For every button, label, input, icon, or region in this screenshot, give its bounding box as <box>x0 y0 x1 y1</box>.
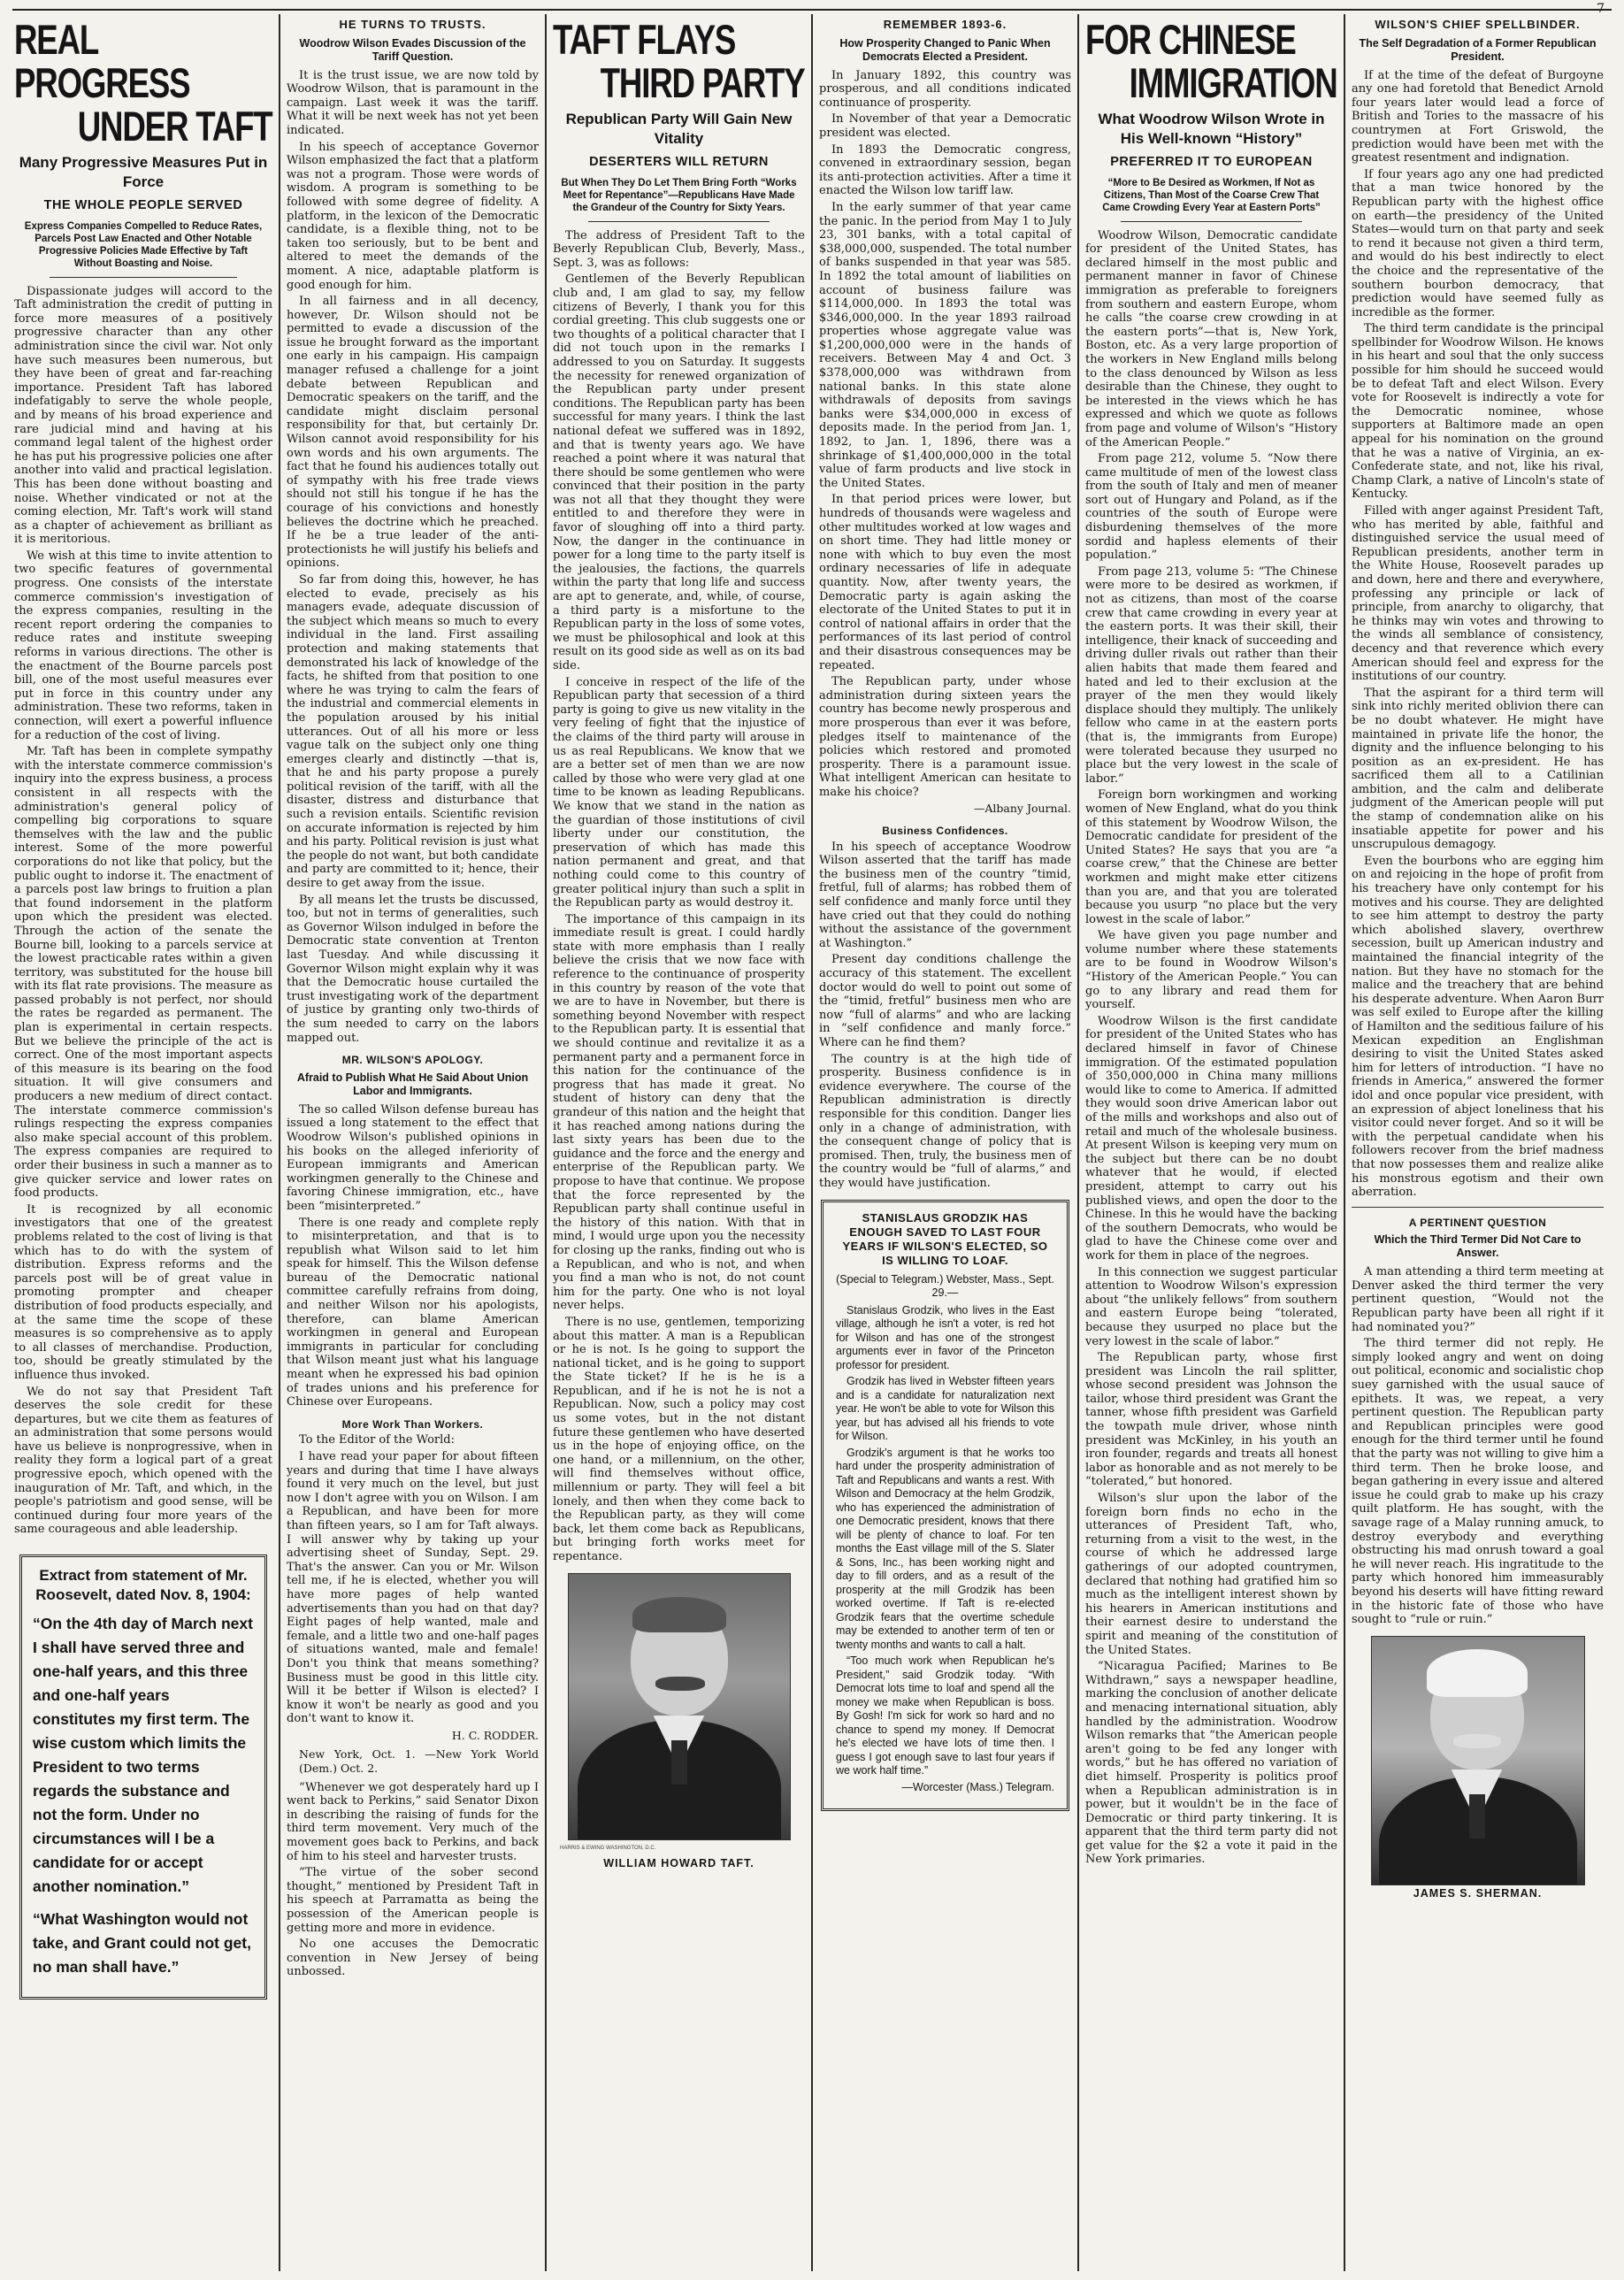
paragraph: Foreign born workingmen and working women of New England, what do you think of this statement by Woodrow Wilson, the Democratic candidate for president of the United States? He says that you are “a coarse crew,” that the Chinese are better workmen and might make etter citizens than you are, and that you are tolerated because you usurp “no place but the very lowest in the scale of labor.” <box>1085 788 1337 926</box>
paragraph: The address of President Taft to the Beverly Republican Club, Beverly, Mass., Sept. 3, was as follows: <box>553 228 805 270</box>
paragraph: In his speech of acceptance Governor Wilson emphasized the fact that a platform was not a program. Those were words of wisdom. A program is something to be followed with some degree of fidelity. A platform, in the lexicon of the Democratic candidate, is a flexible thing, not to be taken too seriously, but to be bent and altered to meet the demands of the moment. A nice, adaptable platform is good enough for him. <box>287 140 539 292</box>
paragraph: Wilson's slur upon the labor of the foreign born finds no echo in the utterances of President Taft, who, returning from a visit to the west, in the course of which he addressed large gatherings of our adopted countrymen, declared that nothing had gratified him so much as the intelligent interest shown by his hearers in American institutions and their earnest desire to understand the spirit and meaning of the constitution of the United States. <box>1085 1492 1337 1657</box>
roosevelt-quote-box <box>19 1555 267 2000</box>
column-4 <box>811 14 1077 2271</box>
deck: What Woodrow Wilson Wrote in His Well-known “History” <box>1098 111 1325 147</box>
paragraph: If four years ago any one had predicted that a man twice honored by the Republican party with the highest office on earth—the presidency of the United States—would turn on that party and seek to rend it because not given a third term, and would do his best indirectly to elect the choice and the representative of the southern bourbon democracy, that prediction would have seemed fully as incredible as the former. <box>1352 167 1604 319</box>
subhead: The Self Degradation of a Former Republican President. <box>1359 36 1597 63</box>
paragraph: It is the trust issue, we are now told by Woodrow Wilson, that is paramount in the campaign. Last week it was the tariff. What it will be next week has not yet been indicated. <box>287 68 539 137</box>
headline-line-1: TAFT FLAYS <box>553 16 736 63</box>
paragraph: In January 1892, this country was prosperous, and all conditions indicated continuance of prosperity. <box>819 68 1071 110</box>
paragraph: A man attending a third term meeting at Denver asked the third termer the very pertinent question, “Would not the Republican party have been all right if it had nominated you?” <box>1352 1265 1604 1334</box>
paragraph: In his speech of acceptance Woodrow Wilson asserted that the tariff has made the business men of the country “timid, fretful, full of alarms; has robbed them of self confidence and manly force until they have cried out that they could do nothing without the assistance of the government at Washington.” <box>819 840 1071 950</box>
paragraph: There is one ready and complete reply to misinterpretation, and that is to republish what Wilson said to let him speak for himself. This the Wilson defense bureau of the Democratic national committee carefully refrains from doing, and neither Wilson nor his apologists, therefore, can blame American workingmen in general and European immigrants in particular for concluding that Wilson meant just what his language meant when he expressed his bad opinion of trades unions and his preference for Chinese over Europeans. <box>287 1216 539 1409</box>
paragraph: Dispassionate judges will accord to the Taft administration the credit of putting in force more measures of a positively progressive character than any other administration since the civil war. Not only have such measures been numerous, but they have been of great and far-reaching importance. President Taft has labored indefatigably to serve the whole people, and by means of his broad experience and rare judicial mind and having at his command legal talent of the highest order he has put his progressive policies one after another into valid and practical legislation. This has been done without boasting and noise. Whether vindicated or not at the coming election, Mr. Taft's work will stand as a chapter of achievement as brilliant as it is meritorious. <box>14 284 272 547</box>
subheadline: PREFERRED IT TO EUROPEAN <box>1110 155 1313 169</box>
paragraph: If at the time of the defeat of Burgoyne any one had foretold that Benedict Arnold four years later would lead a force of British and Tories to the massacre of his countrymen at Fort Griswold, the prediction would have been met with the greatest resentment and indignation. <box>1352 68 1604 165</box>
section-head: MR. WILSON'S APOLOGY. <box>341 1054 484 1067</box>
box-paragraph: “Too much work when Republican he's President,” said Grodzik today. “With Democrat lots time to loaf and spend all the money we make when Republican is boss. By Gosh! I'm sick for work so hard and no chance to spend my money. If Democrat he's elected we have lots of time then. I guess I got enough save to last four years if we work half time.” <box>836 1654 1054 1777</box>
subhead: How Prosperity Changed to Panic When Democrats Elected a President. <box>839 36 1051 63</box>
source: —Albany Journal. <box>973 802 1071 816</box>
section-head: Business Confidences. <box>882 825 1008 838</box>
column-5 <box>1077 14 1344 2271</box>
headline-line-2: UNDER TAFT <box>77 103 272 150</box>
column-2 <box>279 14 545 2271</box>
paragraph: No one accuses the Democratic convention in New Jersey of being unbossed. <box>287 1938 539 1979</box>
box-quote: “What Washington would not take, and Grant could not get, no man shall have.” <box>33 1910 251 1977</box>
deck: Republican Party Will Gain New Vitality <box>565 111 793 147</box>
deck: Many Progressive Measures Put in Force <box>19 154 268 190</box>
paragraph: That the aspirant for a third term will sink into richly merited oblivion there can be no doubt whatever. He might have maintained in private life the honor, the dignity and the influence belonging to his position as an ex-president. He has sacrificed them all to a Catilinian ambition, and the calm and deliberate judgment of the American people will put the stamp of condemnation alike on his insatiable appetite for power and his unscrupulous demagogy. <box>1352 686 1604 852</box>
paragraph: In 1893 the Democratic congress, convened in extraordinary session, began its anti-protection activities. After a time it enacted the Wilson low tariff law. <box>819 142 1071 198</box>
box-sub: (Special to Telegram.) Webster, Mass., Sept. 29.— <box>836 1272 1054 1299</box>
paragraph: The third term candidate is the principal spellbinder for Woodrow Wilson. He knows in his heart and soul that the only success possible for him should he succeed would be to defeat Taft and elect Wilson. Every vote for Roosevelt is indirectly a vote for the Democratic nominee, whose supporters at Baltimore made an open appeal for his nomination on the ground that he was a native of Virginia, an ex-Confederate state, and not, like his rival, Champ Clark, a native of Lincoln's state of Kentucky. <box>1352 322 1604 502</box>
box-source: —Worcester (Mass.) Telegram. <box>901 1780 1054 1793</box>
paragraph: In that period prices were lower, but hundreds of thousands were wageless and other multitudes worked at low wages and on short time. They had little money or none with which to buy even the most ordinary necessaries of life in adequate quantity. Now, after twenty years, the Democratic party is again asking the electorate of the United States to put it in control of national affairs in order that the performances of its last period of control and their disastrous consequences may be repeated. <box>819 493 1071 672</box>
headline-line-2: IMMIGRATION <box>1129 59 1337 106</box>
box-paragraph: Grodzik has lived in Webster fifteen years and is a candidate for naturalization next year. He won't be able to vote for Wilson this year, but has advised all his friends to vote for Wilson. <box>836 1375 1054 1442</box>
paragraph: It is recognized by all economic investigators that one of the greatest problems related to the cost of living is that which has to do with the system of distribution. Express reforms and the parcels post will be of great value in promoting prompter and cheaper distribution of food products especially, and at the same time the scope of these measures is so comprehensive as to apply to all classes of merchandise. Production, too, should be greatly stimulated by the influence thus invoked. <box>14 1202 272 1382</box>
subhead: Afraid to Publish What He Said About Union Labor and Immigrants. <box>296 1071 529 1097</box>
headline-line-1: REAL PROGRESS <box>14 16 190 106</box>
box-quote: “On the 4th day of March next I shall have served three and one-half years, and this three and one-half years constitutes my first term. The wise custom which limits the President to two terms regards the substance and not the form. Under no circumstances will I be a candidate for or accept another nomination.” <box>33 1615 253 1896</box>
subheadline: THE WHOLE PEOPLE SERVED <box>43 198 243 212</box>
columns <box>12 14 1612 2271</box>
paragraph: From page 212, volume 5. “Now there came multitude of men of the lowest class from the south of Italy and men of meaner sort out of Hungary and Poland, as if the countries of the south of Europe were disburdening themselves of the more sordid and hapless elements of their population.” <box>1085 452 1337 563</box>
taft-portrait <box>568 1573 791 1840</box>
column-6 <box>1344 14 1610 2271</box>
column-3 <box>545 14 811 2271</box>
divider <box>1352 1207 1604 1208</box>
section-head: A PERTINENT QUESTION <box>1408 1216 1547 1229</box>
paragraph: “Nicaragua Pacified; Marines to Be Withdrawn,” says a newspaper headline, marking the conclusion of another delicate and menacing international situation, ably handled by the administration. Woodrow Wilson remarks that “the American people aren't going to be fed any longer with words,” but he has offered no variation of diet himself. Prosperity is politics proof when a Republican administration is in power, but it wouldn't be in the face of Democratic or third party tinkering. It is apparent that the third term party did not get value for the $2 a vote it paid in the New York primaries. <box>1085 1660 1337 1867</box>
sherman-portrait <box>1371 1636 1585 1885</box>
paragraph: To the Editor of the World: <box>299 1433 455 1447</box>
subhead: Which the Third Termer Did Not Care to Answer. <box>1374 1233 1582 1260</box>
paragraph: The Republican party, whose first president was Lincoln the rail splitter, whose second president was Johnson the tailor, whose third president was Grant the tanner, whose fifth president was Garfield the towpath mule driver, whose ninth president was McKinley, in his youth an iron founder, regards and treats all honest labor as honorable and as not merely to be “tolerated,” but honored. <box>1085 1351 1337 1489</box>
paragraph: In all fairness and in all decency, however, Dr. Wilson should not be permitted to evade a discussion of the issue he brought forward as the important one early in his campaign. His campaign manager refused a challenge for a joint debate between Republican and Democratic speakers on the tariff, and the candidate might disclaim personal responsibility for that, but certainly Dr. Wilson cannot avoid responsibility for his own words and his own arguments. The fact that he found his audiences totally out of sympathy with his free trade views should not still his tongue if he has the courage of his convictions and honestly believes the doctrine which he preached. If he be a true leader of the anti-protectionists he will justify his beliefs and opinions. <box>287 295 539 571</box>
paragraph: The country is at the high tide of prosperity. Business confidence is in evidence everywhere. The course of the Republican administration is directly responsible for this condition. Danger lies only in a change of administration, with the consequent change of policy that is promised. Then, truly, the business men of the country would be “full of alarms,” and they would have justification. <box>819 1052 1071 1190</box>
dateline: New York, Oct. 1. —New York World (Dem.) Oct. 2. <box>299 1747 539 1776</box>
headline-taft-flays <box>553 18 805 104</box>
paragraph: The third termer did not reply. He simply looked angry and went on doing out political, economic and socialistic chop suey garnished with the usual sauce of epithets. It was, we repeat, a very pertinent question. The Republican party and Republican principles were good enough for the third termer until he found that the party was not willing to give him a third term. Then he broke loose, and began gathering in every issue and altered issue he could grab to make up his crazy quilt platform. He has sought, with the savage rage of a Malay running amuck, to destroy everybody and everything obstructing his mad onrush toward a goal he will never reach. His ingratitude to the party which honored him immeasurably beyond his deserts will have fitting reward in the historic fate of those who have sought to “rule or ruin.” <box>1352 1337 1604 1627</box>
headline-line-1: FOR CHINESE <box>1085 16 1296 63</box>
paragraph: The so called Wilson defense bureau has issued a long statement to the effect that Woodrow Wilson's published opinions in his books on the alleged inferiority of European immigrants and American workingmen generally to the Chinese and favoring Chinese immigration, etc., have been “misinterpreted.” <box>287 1102 539 1213</box>
summary: “More to Be Desired as Workmen, If Not as Citizens, Than Most of the Coarse Crew That Came Crowding Every Year at Eastern Ports” <box>1102 177 1321 213</box>
photo-credit: HARRIS & EWING WASHINGTON, D.C. <box>560 1845 656 1851</box>
box-head: Extract from statement of Mr. Roosevelt, dated Nov. 8, 1904: <box>35 1567 251 1604</box>
paragraph: “Whenever we got desperately hard up I went back to Perkins,” said Senator Dixon in describing the raising of funds for the third term movement. Very much of the movement goes back to Perkins, and back of him to his steel and harvester trusts. <box>287 1780 539 1863</box>
box-paragraph: Stanislaus Grodzik, who lives in the East village, although he isn't a voter, is red hot for Wilson and has one of the strongest arguments ever in favor of the Princeton professor for president. <box>836 1303 1054 1371</box>
paragraph: By all means let the trusts be discussed, too, but not in terms of generalities, such as Governor Wilson indulged in before the Democratic state convention at Trenton last Tuesday. And while discussing it Governor Wilson might explain why it was that the Democratic house curtailed the trust investigating work of the department of justice by granting only two-thirds of the sum needed to carry on the labors mapped out. <box>287 893 539 1045</box>
paragraph: We have given you page number and volume number where these statements are to be found in Woodrow Wilson's “History of the American People.” You can go to any library and read them for yourself. <box>1085 929 1337 1012</box>
divider <box>50 277 237 278</box>
paragraph: In this connection we suggest particular attention to Woodrow Wilson's expression about “the unlikely fellows” from southern and eastern Europe being “tolerated, because they usurped no place but the very lowest in the scale of labor.” <box>1085 1265 1337 1348</box>
paragraph: We do not say that President Taft deserves the sole credit for these departures, but we cite them as features of an administration that some persons would have us believe is nonprogressive, when in reality they form a logical part of a great progressive epoch, which opened with the inauguration of Mr. Taft, and which, in the people's patriotism and good sense, will be continued during four more years of the same courageous and able leadership. <box>14 1385 272 1537</box>
subhead: Woodrow Wilson Evades Discussion of the Tariff Question. <box>299 36 526 63</box>
paragraph: The Republican party, under whose administration during sixteen years the country has become newly prosperous and more prosperous than ever it was before, pledges itself to maintenance of the policies which restored and promoted prosperity. There is a paramount issue. What intelligent American can hesitate to make his choice? <box>819 675 1071 799</box>
paragraph: Woodrow Wilson is the first candidate for president of the United States who has declared himself in favor of Chinese immigration. Of the estimated population of 350,000,000 in China many millions would like to come to America. If admitted they would soon drive American labor out of the mills and workshops and also out of retail and much of the wholesale business. At present Wilson is keeping very mum on the subject but there can be no doubt whatever that he would, if elected president, attempt to carry out his published views, and open the door to the Chinese. In this he would have the backing of the southern Democrats, who would be glad to have the Chinese come over and work for them in place of the negroes. <box>1085 1014 1337 1263</box>
paragraph: There is no use, gentlemen, temporizing about this matter. A man is a Republican or he is not. Is he going to support the national ticket, and is he going to support the State ticket? If he is he is a Republican, and if he is not he is not a Republican. Now, such a policy may cost us some votes, but in the not distant future these gentlemen who have deserted us in the hope of enjoying office, on the one hand, or a millennium, on the other, will find themselves without office, millennium or party. They will feel a bit lonely, and then when they come back to the Republican party, as they will come back, let them come back as Republicans, but bringing forth works meet for repentance. <box>553 1315 805 1563</box>
paragraph: So far from doing this, however, he has elected to evade, precisely as his managers evade, adequate discussion of the subject which means so much to every individual in the land. First assailing protection and making statements that demonstrated his lack of knowledge of the facts, he shifted from that position to one where he was trying to calm the fears of the industrial and commercial elements in the population aroused by his initial utterances. Out of all his more or less vague talk on the subject only one thing emerges clearly and distinctly —that is, that he and his party propose a purely political revision of the tariff, with all the disaster, distress and disturbance that such a revision entails. Scientific revision on accurate information is rejected by him and his party. Political revision is just what the people do not want, but both candidate and party are committed to it; hence, their desire to get away from the issue. <box>287 572 539 891</box>
paragraph: In the early summer of that year came the panic. In the period from May 1 to July 23, 301 banks, with a total capital of $38,000,000, suspended. The total number of banks suspended in that year was 585. In 1892 the total amount of liabilities on account of business failure was $114,000,000. In 1893 the total was $346,000,000. In the year 1893 railroad properties whose aggregate value was $1,200,000,000 were in the hands of receivers. Between May 4 and Oct. 3 $378,000,000 was withdrawn from national banks. In this state alone withdrawals of deposits from savings banks were $34,000,000 in excess of deposits made. In the period from Jan. 1, 1892, to Jan. 1, 1896, there was a shrinkage of $1,400,000,000 in the total value of farm products and live stock in the United States. <box>819 200 1071 490</box>
box-head: STANISLAUS GRODZIK HAS ENOUGH SAVED TO LAST FOUR YEARS IF WILSON'S ELECTED, SO IS WILLING TO LOAF. <box>842 1210 1048 1267</box>
grodzik-box <box>821 1200 1069 1812</box>
top-rule <box>12 9 1612 11</box>
paragraph: I have read your paper for about fifteen years and during that time I have always found it very much on the level, but just now I don't agree with you on Wilson. I am a Republican, and have been for more than fifteen years, so I am for Taft always. I will answer why by taking up your advertising sheet of Sunday, Sept. 29. That's the answer. Can you or Mr. Wilson tell me, if he is elected, whether you will have more pages of help wanted advertisements than you had on that day? Eight pages of help wanted, male and female, and a little two and one-half pages of situations wanted, male and female! Don't you think that means something? Business must be good in this little city. Will it be better if Wilson is elected? I know it won't be nearly as good and you don't want to know it. <box>287 1450 539 1726</box>
paragraph: In November of that year a Democratic president was elected. <box>819 112 1071 140</box>
portrait-caption: WILLIAM HOWARD TAFT. <box>603 1857 755 1870</box>
kicker: REMEMBER 1893-6. <box>883 18 1007 31</box>
paragraph: Filled with anger against President Taft, who has merited by able, faithful and distinguished service the usual meed of Republican presidents, another term in the White House, Roosevelt parades up and down, here and there and everywhere, professing any principle or lack of principle, from anarchy to oligarchy, that he thinks may win votes and throwing to the winds all semblance of consistency, decency and that reverence which every American should feel and express for the institutions of our country. <box>1352 504 1604 684</box>
summary: Express Companies Compelled to Reduce Rates, Parcels Post Law Enacted and Other Notable Progressive Policies Made Effective by Taft Without Boasting and Noise. <box>24 220 263 269</box>
signature: H. C. RODDER. <box>451 1728 539 1742</box>
paragraph: “The virtue of the sober second thought,” mentioned by President Taft in his speech at Parramatta as being the possession of the American people is getting more and more in evidence. <box>287 1866 539 1935</box>
box-paragraph: Grodzik's argument is that he works too hard under the prosperity administration of Taft and Republicans and wants a rest. With Wilson and Democracy at the helm Grodzik, who has experienced the administration of one Democratic president, knows that there will be plenty of chance to loaf. For ten months the East village mill of the S. Slater & Sons, Inc., has been working night and day to fill orders, and as a result of the prosperity at the mill Grodzik has been worked overtime. If Taft is re-elected Grodzik fears that the overtime schedule may be extended to another term of ten or twenty months and wants to call a halt. <box>836 1446 1054 1651</box>
paragraph: Even the bourbons who are egging him on and rejoicing in the hope of profit from his treachery have only contempt for his motives and his course. They are delighted to see him attempt to destroy the party which abolished slavery, overthrew secession, built up American industry and maintained the financial integrity of the nation. But they have no stomach for the malice and the treachery that are behind his desperate adventure. When Aaron Burr was self exiled to Europe after the killing of Hamilton and the seditious failure of his Mexican expedition an Englishman desiring to visit the United States asked him for letters of introduction. “I have no friends in America,” answered the former idol and once popular vice president, with an expression of abject loneliness that his visitor could never forget. And so it will be with the perpetual candidate when his followers recover from the brief madness that now possesses them and realize alike his monstrous egotism and their own aberration. <box>1352 854 1604 1200</box>
paragraph: Gentlemen of the Beverly Republican club and, I am glad to say, my fellow citizens of Beverly, I thank you for this cordial greeting. This club suggests one or two thoughts of a political character that I did not touch upon in the remarks I addressed to you on Saturday. It suggests the necessity for renewed organization of the Republican party under present conditions. The Republican party has been successful for many years. I think the last national defeat we suffered was in 1892, and that is twenty years ago. We have reached a point where it was natural that there should be some gentlemen who were convinced that their position in the party was not all that they thought they were entitled to and therefore they were in favor of sloughing off into a third party. Now, the danger in the continuance in power for a long time to the party itself is the jealousies, the factions, the quarrels within the party that long life and success are apt to generate, and, while, of course, a third party is a misfortune to the Republican party in the loss of some votes, we must be philosophical and look at this result on its good side as well as on its bad side. <box>553 273 805 672</box>
headline-chinese-immigration <box>1085 18 1337 104</box>
divider <box>1121 221 1302 222</box>
column-1 <box>12 14 279 2271</box>
kicker: HE TURNS TO TRUSTS. <box>339 18 486 31</box>
divider <box>588 221 770 222</box>
subheadline: DESERTERS WILL RETURN <box>589 155 769 169</box>
portrait-caption: JAMES S. SHERMAN. <box>1413 1886 1543 1900</box>
paragraph: The importance of this campaign in its immediate result is great. I could hardly state with more emphasis than I really believe the crisis that we now face with reference to the continuance of prosperity in this country by reason of the vote that we are to have in November, but there is something beyond November with respect to the Republican party. It is essential that we should continue and revitalize it as a permanent party and a permanent force in this nation for the continuance of the progress that has made it great. No student of history can deny that the grandeur of this nation and the height that it has reached among nations during the last sixty years has been due to the guidance and the force and the energy and enterprise of the Republican party. We propose to have that continue. We propose that the force represented by the Republican party shall continue useful in the history of this nation. With that in mind, I would urge upon you the necessity for closing up the ranks, finding out who is a Republican, and who is not, and when you find a man who is not, do not count him for the party. One who is not loyal never helps. <box>553 912 805 1313</box>
headline-line-2: THIRD PARTY <box>600 59 805 106</box>
paragraph: Present day conditions challenge the accuracy of this statement. The excellent doctor would do well to point out some of the “timid, fretful” business men who are now “full of alarms” and who are lacking in “self confidence and manly force.” Where can he find them? <box>819 953 1071 1049</box>
headline-real-progress <box>14 18 272 148</box>
paragraph: Woodrow Wilson, Democratic candidate for president of the United States, has declared himself in the most public and permanent manner in favor of Chinese immigration as preferable to foreigners from southern and eastern Europe, whom he calls “the coarse crew crowding in at the eastern ports”—that is, New York, Boston, etc. As a very large proportion of the workers in New England mills belong to the class denounced by Wilson as less desirable than the Chinese, they ought to be interested in the views which he has expressed and which we quote as follows from page and volume of Wilson's “History of the American People.” <box>1085 228 1337 449</box>
kicker: WILSON'S CHIEF SPELLBINDER. <box>1375 18 1581 31</box>
paragraph: I conceive in respect of the life of the Republican party that secession of a third party is going to give us new vitality in the very feeling of fight that the injustice of the claims of the third party will arouse in us as real Republicans. We know that we are a better set of men than we are now called by those who were very glad at one time to be known as leading Republicans. We know that we stand in the nation as the guardian of those institutions of civil liberty under our constitution, the preservation of which has made this nation permanent and great, and that nothing could come to this country of greater political injury than such a split in the Republican party as would destroy it. <box>553 675 805 910</box>
paragraph: From page 213, volume 5: “The Chinese were more to be desired as workmen, if not as citizens, than most of the coarse crew that came crowding in every year at the eastern ports. It was their skill, their intelligence, their knack of succeeding and driving duller rivals out rather than their alien habits that made them feared and hated and led to their exclusion at the prayer of the men they would likely displace should they multiply. The unlikely fellow who came in at the eastern ports (that is, the immigrants from Europe) were tolerated because they usurped no place but the very lowest in the scale of labor.” <box>1085 564 1337 786</box>
section-head: More Work Than Workers. <box>341 1417 484 1431</box>
summary: But When They Do Let Them Bring Forth “Works Meet for Repentance”—Republicans Have Made the Grandeur of the Country for Sixty Years. <box>561 177 797 213</box>
paragraph: Mr. Taft has been in complete sympathy with the interstate commerce commission's inquiry into the express business, a process consistent in all respects with the administration's general policy of compelling big corporations to square themselves with the law and the public interest. Some of the more powerful corporations do not like that policy, but the public ought to indorse it. The enactment of a parcels post law brings to fruition a plan that found indorsement in the platform upon which the president was elected. Through the action of the senate the Bourne bill, looking to a parcels service at the lowest practicable rates within a given territory, was substituted for the house bill with its flat rate provisions. The measure as passed probably is not perfect, nor should the rates be regarded as permanent. The plan is experimental in certain respects. But we believe the principle of the act is correct. One of the most important aspects of this measure is its bearing on the food situation. It will give consumers and producers a new medium of direct contact. The interstate commerce commission's rulings respecting the express companies also make special account of this problem. The express companies are required to order their business in such a manner as to give quicker service and lower rates on food products. <box>14 745 272 1201</box>
paragraph: We wish at this time to invite attention to two specific features of governmental progress. One consists of the interstate commerce commission's investigation of the express companies, resulting in the recent report ordering the companies to reduce rates and institute sweeping reforms in various directions. The other is the enactment of the Bourne parcels post bill, one of the most useful measures ever put in force in this country under any administration. These two reforms, taken in connection, will exert a powerful influence for a reduction of the cost of living. <box>14 549 272 742</box>
